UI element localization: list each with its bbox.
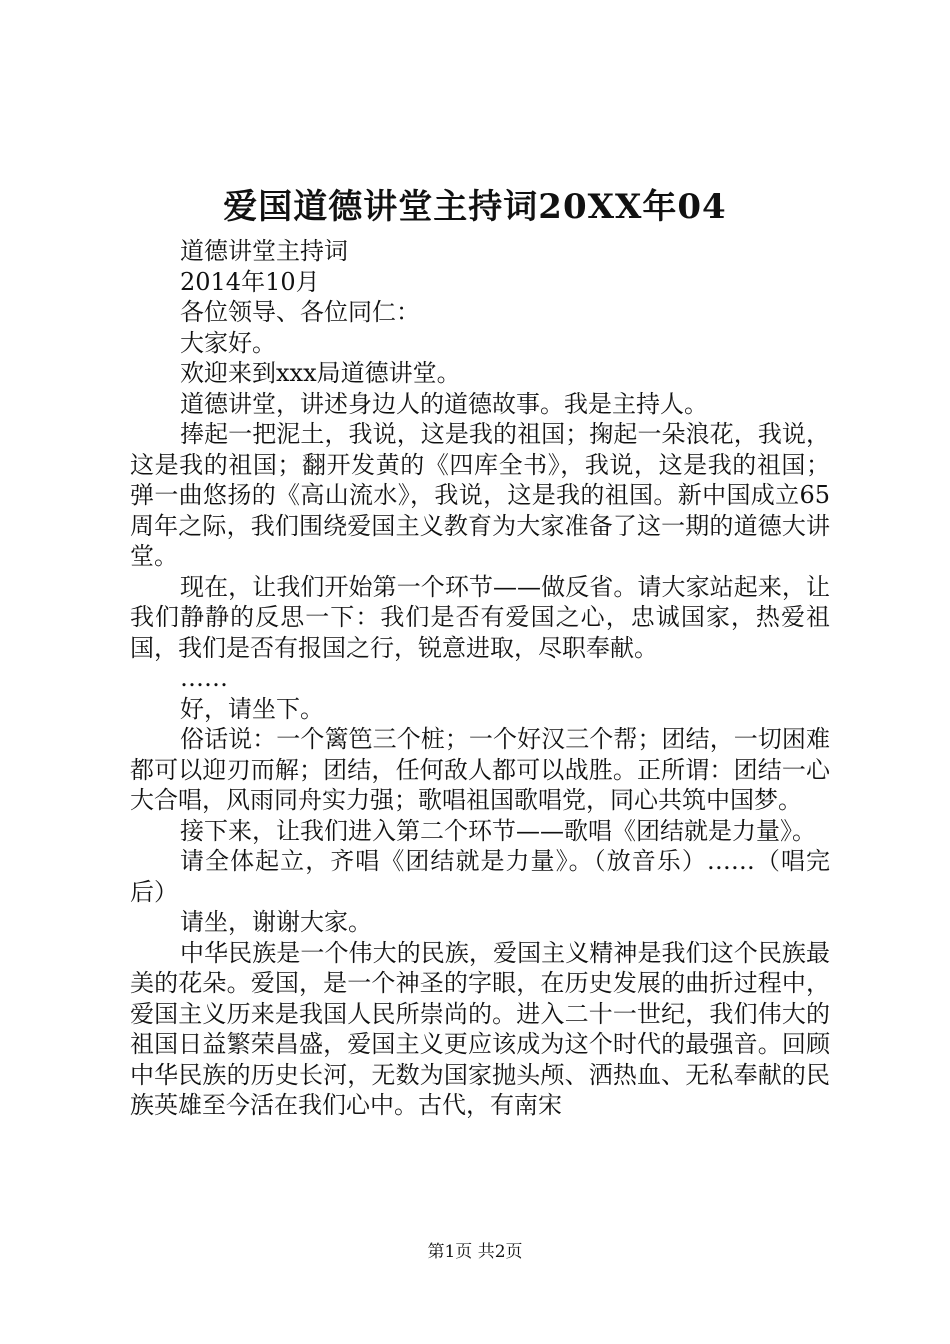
- paragraph: 大家好。: [180, 328, 276, 357]
- paragraph: 捧起一把泥土，我说，这是我的祖国；掬起一朵浪花，我说，这是我的祖国；翻开发黄的《四库全书》，我说，这是我的祖国；弹一曲悠扬的《高山流水》，我说，这是我的祖国。新中国成立65周年之际，我们围绕爱国主义教育为大家准备了这一期的道德大讲堂。: [130, 420, 830, 570]
- paragraph: 好，请坐下。: [180, 694, 324, 723]
- paragraph: 道德讲堂，讲述身边人的道德故事。我是主持人。: [180, 389, 708, 418]
- paragraph: 中华民族是一个伟大的民族，爱国主义精神是我们这个民族最美的花朵。爱国，是一个神圣的字眼，在历史发展的曲折过程中，爱国主义历来是我国人民所崇尚的。进入二十一世纪，我们伟大的祖国日益繁荣昌盛，爱国主义更应该成为这个时代的最强音。回顾中华民族的历史长河，无数为国家抛头颅、洒热血、无私奉献的民族英雄至今活在我们心中。古代，有南宋: [130, 938, 830, 1119]
- document-body: [130, 236, 830, 1121]
- document-title: 爱国道德讲堂主持词20XX年04: [223, 187, 727, 227]
- paragraph: 俗话说：一个篱笆三个桩；一个好汉三个帮；团结，一切困难都可以迎刃而解；团结，任何敌人都可以战胜。正所谓：团结一心大合唱，风雨同舟实力强；歌唱祖国歌唱党，同心共筑中国梦。: [130, 725, 830, 814]
- paragraph: 现在，让我们开始第一个环节——做反省。请大家站起来，让我们静静的反思一下：我们是否有爱国之心，忠诚国家，热爱祖国，我们是否有报国之行，锐意进取，尽职奉献。: [130, 572, 830, 662]
- paragraph: 道德讲堂主持词: [180, 237, 348, 265]
- paragraph: ……: [180, 664, 228, 692]
- paragraph: 欢迎来到xxx局道德讲堂。: [180, 359, 461, 387]
- paragraph: 各位领导、各位同仁：: [180, 298, 420, 326]
- paragraph: 请坐，谢谢大家。: [180, 908, 372, 936]
- paragraph: 2014年10月: [180, 267, 320, 296]
- paragraph: 接下来，让我们进入第二个环节——歌唱《团结就是力量》。: [180, 816, 816, 845]
- paragraph: 请全体起立，齐唱《团结就是力量》。（放音乐）……（唱完后）: [130, 847, 830, 906]
- page-footer: 第1页 共2页: [427, 1242, 523, 1262]
